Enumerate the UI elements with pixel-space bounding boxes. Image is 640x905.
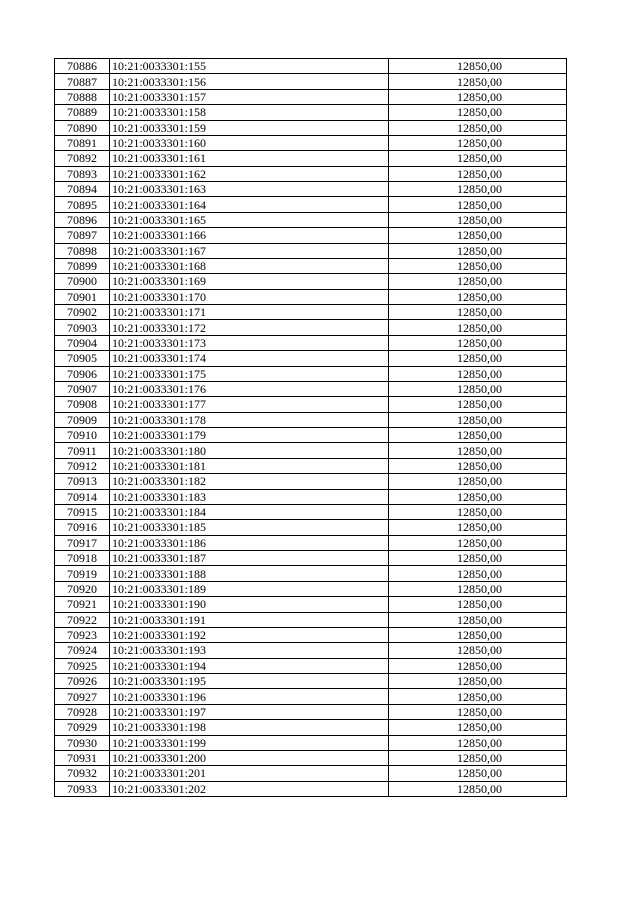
value-cell: 12850,00 xyxy=(389,689,567,704)
table-row xyxy=(55,412,567,427)
cadastral-number-cell: 10:21:0033301:178 xyxy=(110,412,389,427)
table-row xyxy=(55,351,567,366)
row-number-cell: 70922 xyxy=(55,612,110,627)
table-row xyxy=(55,597,567,612)
table-row xyxy=(55,658,567,673)
row-number-cell: 70919 xyxy=(55,566,110,581)
row-number-cell: 70888 xyxy=(55,89,110,104)
row-number-cell: 70920 xyxy=(55,581,110,596)
row-number-cell: 70924 xyxy=(55,643,110,658)
value-cell: 12850,00 xyxy=(389,551,567,566)
table-row xyxy=(55,120,567,135)
table-row xyxy=(55,135,567,150)
value-cell: 12850,00 xyxy=(389,289,567,304)
table-row xyxy=(55,504,567,519)
table-row xyxy=(55,151,567,166)
cadastral-number-cell: 10:21:0033301:188 xyxy=(110,566,389,581)
row-number-cell: 70898 xyxy=(55,243,110,258)
cadastral-number-cell: 10:21:0033301:180 xyxy=(110,443,389,458)
row-number-cell: 70916 xyxy=(55,520,110,535)
table-row xyxy=(55,704,567,719)
value-cell: 12850,00 xyxy=(389,581,567,596)
cadastral-number-cell: 10:21:0033301:193 xyxy=(110,643,389,658)
table-row xyxy=(55,489,567,504)
row-number-cell: 70886 xyxy=(55,59,110,74)
row-number-cell: 70900 xyxy=(55,274,110,289)
value-cell: 12850,00 xyxy=(389,535,567,550)
row-number-cell: 70912 xyxy=(55,458,110,473)
value-cell: 12850,00 xyxy=(389,59,567,74)
row-number-cell: 70921 xyxy=(55,597,110,612)
row-number-cell: 70925 xyxy=(55,658,110,673)
value-cell: 12850,00 xyxy=(389,781,567,796)
value-cell: 12850,00 xyxy=(389,704,567,719)
value-cell: 12850,00 xyxy=(389,412,567,427)
cadastral-number-cell: 10:21:0033301:186 xyxy=(110,535,389,550)
value-cell: 12850,00 xyxy=(389,750,567,765)
data-table xyxy=(54,58,567,797)
value-cell: 12850,00 xyxy=(389,182,567,197)
cadastral-number-cell: 10:21:0033301:171 xyxy=(110,305,389,320)
cadastral-number-cell: 10:21:0033301:156 xyxy=(110,74,389,89)
value-cell: 12850,00 xyxy=(389,197,567,212)
row-number-cell: 70907 xyxy=(55,381,110,396)
row-number-cell: 70906 xyxy=(55,366,110,381)
value-cell: 12850,00 xyxy=(389,612,567,627)
cadastral-number-cell: 10:21:0033301:185 xyxy=(110,520,389,535)
value-cell: 12850,00 xyxy=(389,458,567,473)
table-row xyxy=(55,689,567,704)
table-row xyxy=(55,212,567,227)
value-cell: 12850,00 xyxy=(389,520,567,535)
cadastral-number-cell: 10:21:0033301:198 xyxy=(110,720,389,735)
cadastral-number-cell: 10:21:0033301:172 xyxy=(110,320,389,335)
table-row xyxy=(55,535,567,550)
cadastral-number-cell: 10:21:0033301:165 xyxy=(110,212,389,227)
table-body xyxy=(55,59,567,797)
value-cell: 12850,00 xyxy=(389,597,567,612)
table-row xyxy=(55,735,567,750)
table-row xyxy=(55,197,567,212)
table-row xyxy=(55,74,567,89)
value-cell: 12850,00 xyxy=(389,151,567,166)
cadastral-number-cell: 10:21:0033301:162 xyxy=(110,166,389,181)
value-cell: 12850,00 xyxy=(389,766,567,781)
row-number-cell: 70903 xyxy=(55,320,110,335)
cadastral-number-cell: 10:21:0033301:182 xyxy=(110,474,389,489)
table-row xyxy=(55,182,567,197)
row-number-cell: 70911 xyxy=(55,443,110,458)
cadastral-number-cell: 10:21:0033301:177 xyxy=(110,397,389,412)
value-cell: 12850,00 xyxy=(389,627,567,642)
table-row xyxy=(55,105,567,120)
cadastral-number-cell: 10:21:0033301:190 xyxy=(110,597,389,612)
table-row xyxy=(55,274,567,289)
row-number-cell: 70929 xyxy=(55,720,110,735)
row-number-cell: 70914 xyxy=(55,489,110,504)
table-row xyxy=(55,551,567,566)
cadastral-number-cell: 10:21:0033301:160 xyxy=(110,135,389,150)
cadastral-number-cell: 10:21:0033301:179 xyxy=(110,428,389,443)
row-number-cell: 70928 xyxy=(55,704,110,719)
table-row xyxy=(55,289,567,304)
row-number-cell: 70889 xyxy=(55,105,110,120)
cadastral-number-cell: 10:21:0033301:166 xyxy=(110,228,389,243)
cadastral-number-cell: 10:21:0033301:200 xyxy=(110,750,389,765)
row-number-cell: 70931 xyxy=(55,750,110,765)
row-number-cell: 70933 xyxy=(55,781,110,796)
table-row xyxy=(55,89,567,104)
table-row xyxy=(55,720,567,735)
value-cell: 12850,00 xyxy=(389,735,567,750)
value-cell: 12850,00 xyxy=(389,335,567,350)
value-cell: 12850,00 xyxy=(389,166,567,181)
table-row xyxy=(55,428,567,443)
value-cell: 12850,00 xyxy=(389,381,567,396)
cadastral-number-cell: 10:21:0033301:159 xyxy=(110,120,389,135)
value-cell: 12850,00 xyxy=(389,89,567,104)
row-number-cell: 70917 xyxy=(55,535,110,550)
value-cell: 12850,00 xyxy=(389,320,567,335)
value-cell: 12850,00 xyxy=(389,428,567,443)
cadastral-number-cell: 10:21:0033301:189 xyxy=(110,581,389,596)
cadastral-number-cell: 10:21:0033301:163 xyxy=(110,182,389,197)
row-number-cell: 70892 xyxy=(55,151,110,166)
table-row xyxy=(55,766,567,781)
row-number-cell: 70887 xyxy=(55,74,110,89)
table-row xyxy=(55,258,567,273)
row-number-cell: 70893 xyxy=(55,166,110,181)
row-number-cell: 70891 xyxy=(55,135,110,150)
table-row xyxy=(55,381,567,396)
value-cell: 12850,00 xyxy=(389,474,567,489)
row-number-cell: 70926 xyxy=(55,674,110,689)
cadastral-number-cell: 10:21:0033301:197 xyxy=(110,704,389,719)
row-number-cell: 70899 xyxy=(55,258,110,273)
cadastral-number-cell: 10:21:0033301:170 xyxy=(110,289,389,304)
cadastral-number-cell: 10:21:0033301:195 xyxy=(110,674,389,689)
row-number-cell: 70901 xyxy=(55,289,110,304)
table-row xyxy=(55,443,567,458)
row-number-cell: 70930 xyxy=(55,735,110,750)
row-number-cell: 70927 xyxy=(55,689,110,704)
value-cell: 12850,00 xyxy=(389,74,567,89)
cadastral-number-cell: 10:21:0033301:181 xyxy=(110,458,389,473)
cadastral-number-cell: 10:21:0033301:191 xyxy=(110,612,389,627)
value-cell: 12850,00 xyxy=(389,658,567,673)
value-cell: 12850,00 xyxy=(389,643,567,658)
cadastral-number-cell: 10:21:0033301:158 xyxy=(110,105,389,120)
value-cell: 12850,00 xyxy=(389,674,567,689)
cadastral-number-cell: 10:21:0033301:155 xyxy=(110,59,389,74)
cadastral-number-cell: 10:21:0033301:199 xyxy=(110,735,389,750)
table-row xyxy=(55,581,567,596)
cadastral-number-cell: 10:21:0033301:168 xyxy=(110,258,389,273)
cadastral-number-cell: 10:21:0033301:184 xyxy=(110,504,389,519)
cadastral-number-cell: 10:21:0033301:196 xyxy=(110,689,389,704)
row-number-cell: 70923 xyxy=(55,627,110,642)
cadastral-number-cell: 10:21:0033301:201 xyxy=(110,766,389,781)
value-cell: 12850,00 xyxy=(389,504,567,519)
table-row xyxy=(55,397,567,412)
value-cell: 12850,00 xyxy=(389,105,567,120)
table-row xyxy=(55,566,567,581)
table-row xyxy=(55,305,567,320)
cadastral-number-cell: 10:21:0033301:187 xyxy=(110,551,389,566)
cadastral-number-cell: 10:21:0033301:192 xyxy=(110,627,389,642)
cadastral-number-cell: 10:21:0033301:175 xyxy=(110,366,389,381)
table-row xyxy=(55,674,567,689)
table-row xyxy=(55,320,567,335)
cadastral-number-cell: 10:21:0033301:174 xyxy=(110,351,389,366)
table-row xyxy=(55,627,567,642)
table-row xyxy=(55,643,567,658)
value-cell: 12850,00 xyxy=(389,397,567,412)
row-number-cell: 70894 xyxy=(55,182,110,197)
cadastral-number-cell: 10:21:0033301:157 xyxy=(110,89,389,104)
row-number-cell: 70909 xyxy=(55,412,110,427)
row-number-cell: 70932 xyxy=(55,766,110,781)
cadastral-number-cell: 10:21:0033301:161 xyxy=(110,151,389,166)
table-row xyxy=(55,243,567,258)
cadastral-number-cell: 10:21:0033301:194 xyxy=(110,658,389,673)
row-number-cell: 70905 xyxy=(55,351,110,366)
table-row xyxy=(55,781,567,796)
value-cell: 12850,00 xyxy=(389,351,567,366)
value-cell: 12850,00 xyxy=(389,720,567,735)
row-number-cell: 70910 xyxy=(55,428,110,443)
row-number-cell: 70915 xyxy=(55,504,110,519)
value-cell: 12850,00 xyxy=(389,228,567,243)
row-number-cell: 70904 xyxy=(55,335,110,350)
cadastral-number-cell: 10:21:0033301:183 xyxy=(110,489,389,504)
cadastral-number-cell: 10:21:0033301:167 xyxy=(110,243,389,258)
row-number-cell: 70902 xyxy=(55,305,110,320)
row-number-cell: 70895 xyxy=(55,197,110,212)
value-cell: 12850,00 xyxy=(389,566,567,581)
table-row xyxy=(55,474,567,489)
value-cell: 12850,00 xyxy=(389,274,567,289)
value-cell: 12850,00 xyxy=(389,212,567,227)
value-cell: 12850,00 xyxy=(389,120,567,135)
table-row xyxy=(55,166,567,181)
table-row xyxy=(55,59,567,74)
value-cell: 12850,00 xyxy=(389,258,567,273)
cadastral-number-cell: 10:21:0033301:173 xyxy=(110,335,389,350)
row-number-cell: 70890 xyxy=(55,120,110,135)
value-cell: 12850,00 xyxy=(389,135,567,150)
cadastral-number-cell: 10:21:0033301:202 xyxy=(110,781,389,796)
value-cell: 12850,00 xyxy=(389,366,567,381)
table-row xyxy=(55,750,567,765)
cadastral-number-cell: 10:21:0033301:169 xyxy=(110,274,389,289)
table-row xyxy=(55,228,567,243)
value-cell: 12850,00 xyxy=(389,489,567,504)
row-number-cell: 70896 xyxy=(55,212,110,227)
row-number-cell: 70918 xyxy=(55,551,110,566)
table-row xyxy=(55,458,567,473)
row-number-cell: 70908 xyxy=(55,397,110,412)
cadastral-number-cell: 10:21:0033301:164 xyxy=(110,197,389,212)
row-number-cell: 70897 xyxy=(55,228,110,243)
table-row xyxy=(55,366,567,381)
value-cell: 12850,00 xyxy=(389,443,567,458)
table-row xyxy=(55,335,567,350)
value-cell: 12850,00 xyxy=(389,243,567,258)
cadastral-number-cell: 10:21:0033301:176 xyxy=(110,381,389,396)
table-row xyxy=(55,520,567,535)
table-row xyxy=(55,612,567,627)
row-number-cell: 70913 xyxy=(55,474,110,489)
value-cell: 12850,00 xyxy=(389,305,567,320)
